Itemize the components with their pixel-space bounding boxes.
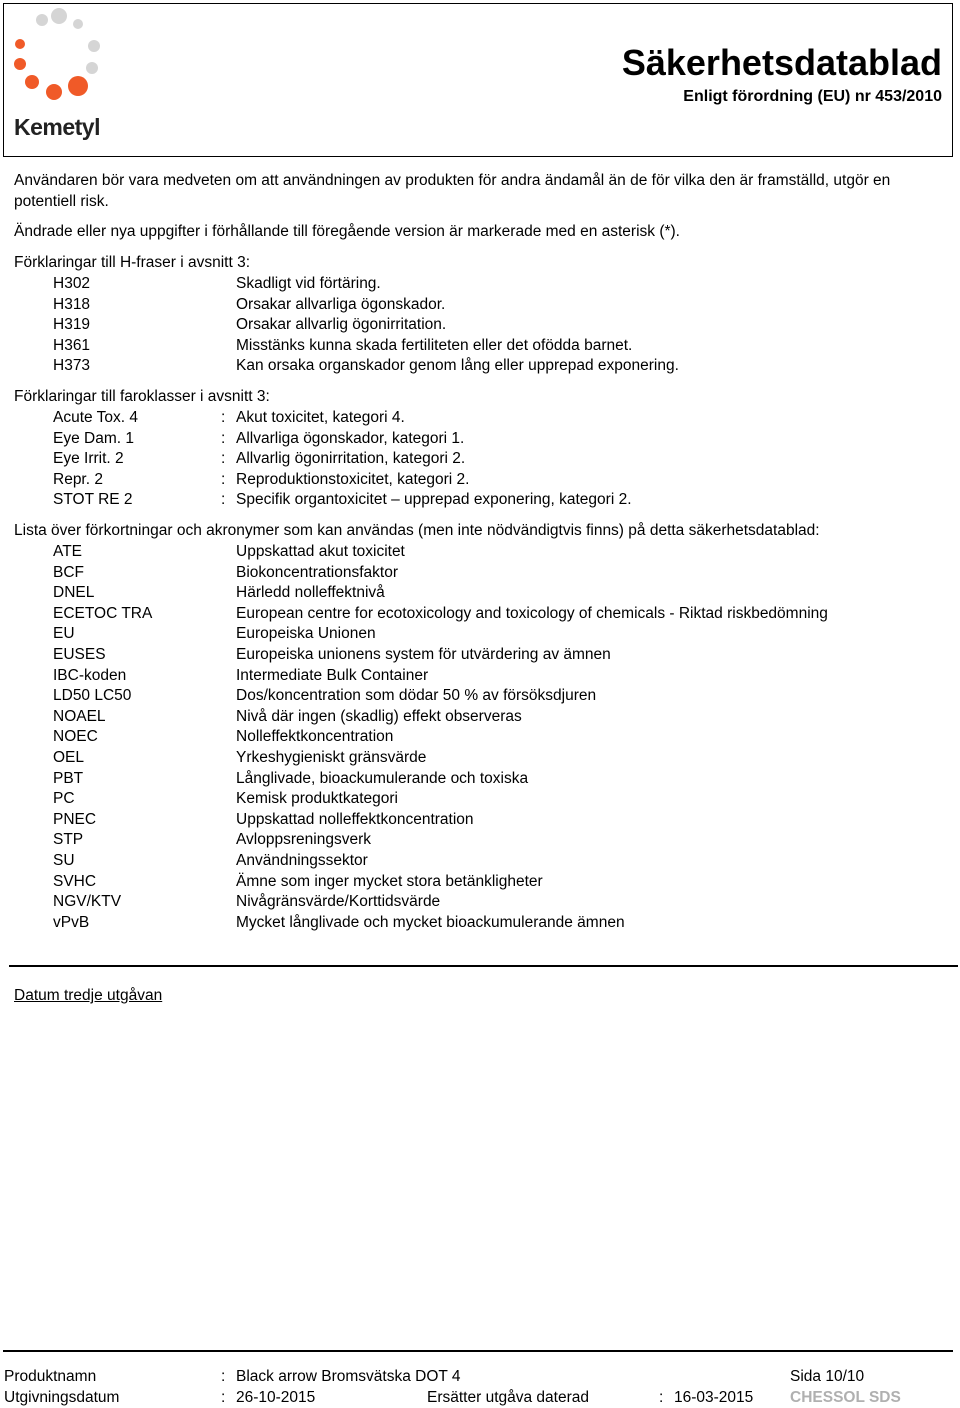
abbreviation-description: Nolleffektkoncentration xyxy=(236,728,394,746)
abbreviation-description: Uppskattad nolleffektkoncentration xyxy=(236,810,474,828)
logo-text: Kemetyl xyxy=(14,114,100,140)
hazard-classes-heading: Förklaringar till faroklasser i avsnitt 3: xyxy=(14,388,270,405)
abbreviation-description: Avloppsreningsverk xyxy=(236,831,371,849)
abbreviation-code: LD50 LC50 xyxy=(53,687,132,705)
abbreviation-code: IBC-koden xyxy=(53,666,127,684)
section-divider xyxy=(9,965,958,967)
logo-dot xyxy=(36,14,48,26)
abbreviation-description: Härledd nolleffektnivå xyxy=(236,584,385,602)
abbreviation-description: Europeiska unionens system för utvärdering av ämnen xyxy=(236,646,611,663)
abbreviation-code: EUSES xyxy=(53,646,106,663)
h-phrases-heading: Förklaringar till H-fraser i avsnitt 3: xyxy=(14,254,251,271)
hazard-class-colon: : xyxy=(221,491,226,509)
third-edition-date-link[interactable]: Datum tredje utgåvan xyxy=(14,987,163,1004)
footer-date-label: Utgivningsdatum xyxy=(4,1389,120,1406)
hazard-class-code: Acute Tox. 4 xyxy=(53,409,139,426)
footer-date-colon: : xyxy=(221,1389,226,1406)
abbreviation-code: SU xyxy=(53,852,75,869)
footer-replaces-value: 16-03-2015 xyxy=(674,1389,754,1406)
hazard-class-description: Specifik organtoxicitet – upprepad exponering, kategori 2. xyxy=(236,491,632,509)
abbreviation-code: vPvB xyxy=(53,913,90,931)
footer-page-number: Sida 10/10 xyxy=(790,1368,865,1385)
h-phrase-code: H302 xyxy=(53,275,91,292)
logo-dot xyxy=(14,58,26,70)
logo-dot xyxy=(25,75,39,89)
hazard-class-code: Eye Dam. 1 xyxy=(53,429,134,447)
abbreviation-code: DNEL xyxy=(53,584,95,602)
hazard-class-description: Reproduktionstoxicitet, kategori 2. xyxy=(236,470,470,488)
footer-system-name: CHESSOL SDS xyxy=(790,1389,901,1406)
intro-asterisk-text: Ändrade eller nya uppgifter i förhållande till föregående version är markerade med en asterisk (*). xyxy=(14,223,680,240)
logo-dot xyxy=(15,39,25,49)
hazard-class-colon: : xyxy=(221,429,226,447)
abbreviation-code: SVHC xyxy=(53,872,97,890)
abbreviation-description: Nivågränsvärde/Korttidsvärde xyxy=(236,893,441,911)
abbreviation-code: NGV/KTV xyxy=(53,893,122,911)
footer-replaces-label: Ersätter utgåva daterad xyxy=(427,1389,589,1406)
h-phrase-description: Orsakar allvarlig ögonirritation. xyxy=(236,316,447,334)
hazard-class-code: Repr. 2 xyxy=(53,470,103,488)
footer-replaces-colon: : xyxy=(659,1389,664,1406)
footer-date-value: 26-10-2015 xyxy=(236,1389,316,1406)
abbreviation-description: Långlivade, bioackumulerande och toxiska xyxy=(236,769,529,787)
logo-dot xyxy=(68,76,88,96)
hazard-class-code: STOT RE 2 xyxy=(53,491,133,509)
logo-dot xyxy=(51,8,67,24)
abbreviation-description: Ämne som inger mycket stora betänkligheter xyxy=(236,872,543,890)
abbreviation-code: PBT xyxy=(53,769,84,787)
abbreviation-code: PNEC xyxy=(53,810,97,828)
abbreviation-code: BCF xyxy=(53,563,84,581)
h-phrase-code: H373 xyxy=(53,357,91,375)
footer-product-colon: : xyxy=(221,1368,226,1385)
abbreviation-code: OEL xyxy=(53,749,85,766)
abbreviation-description: Intermediate Bulk Container xyxy=(236,666,429,684)
abbreviation-code: ATE xyxy=(53,543,82,560)
h-phrase-code: H318 xyxy=(53,295,91,313)
abbreviation-description: Nivå där ingen (skadlig) effekt observeras xyxy=(236,707,522,725)
abbreviation-description: Uppskattad akut toxicitet xyxy=(236,543,405,560)
footer-product-value: Black arrow Bromsvätska DOT 4 xyxy=(236,1368,461,1385)
abbreviation-code: PC xyxy=(53,790,75,808)
logo-dot xyxy=(46,84,62,100)
abbreviation-description: Dos/koncentration som dödar 50 % av försöksdjuren xyxy=(236,687,597,705)
abbreviation-code: NOAEL xyxy=(53,707,106,725)
hazard-class-code: Eye Irrit. 2 xyxy=(53,450,124,468)
h-phrase-description: Skadligt vid förtäring. xyxy=(236,275,381,292)
hazard-class-description: Akut toxicitet, kategori 4. xyxy=(236,409,405,426)
document-header xyxy=(3,3,953,157)
h-phrase-description: Misstänks kunna skada fertiliteten eller det ofödda barnet. xyxy=(236,336,633,354)
h-phrase-description: Orsakar allvarliga ögonskador. xyxy=(236,295,446,313)
h-phrase-description: Kan orsaka organskador genom lång eller upprepad exponering. xyxy=(236,357,679,375)
footer-divider xyxy=(3,1350,953,1352)
hazard-class-description: Allvarliga ögonskador, kategori 1. xyxy=(236,429,465,447)
abbreviation-description: Mycket långlivade och mycket bioackumulerande ämnen xyxy=(236,913,625,931)
abbreviations-heading: Lista över förkortningar och akronymer som kan användas (men inte nödvändigtvis finns) på detta säkerhetsdatablad: xyxy=(14,522,820,539)
abbreviation-description: Yrkeshygieniskt gränsvärde xyxy=(236,749,427,766)
intro-risk-text: Användaren bör vara medveten om att användningen av produkten för andra ändamål än de för vilka den är framställd, utgör en potentiell risk. xyxy=(14,172,891,210)
abbreviation-description: Användningssektor xyxy=(236,852,368,869)
hazard-class-description: Allvarlig ögonirritation, kategori 2. xyxy=(236,450,466,468)
h-phrase-code: H361 xyxy=(53,336,91,354)
document-title: Säkerhetsdatablad xyxy=(621,42,942,83)
document-subtitle: Enligt förordning (EU) nr 453/2010 xyxy=(683,88,942,105)
abbreviation-code: ECETOC TRA xyxy=(53,604,153,622)
footer-product-label: Produktnamn xyxy=(4,1368,97,1385)
abbreviation-code: NOEC xyxy=(53,728,98,746)
hazard-class-colon: : xyxy=(221,409,226,426)
hazard-class-colon: : xyxy=(221,470,226,488)
logo-dot xyxy=(88,40,100,52)
hazard-class-colon: : xyxy=(221,450,226,468)
logo-dot xyxy=(73,19,83,29)
abbreviation-description: Biokoncentrationsfaktor xyxy=(236,563,398,581)
h-phrase-code: H319 xyxy=(53,316,91,334)
abbreviation-description: Kemisk produktkategori xyxy=(236,790,398,808)
logo-dot xyxy=(86,62,98,74)
abbreviation-code: EU xyxy=(53,625,75,643)
abbreviation-description: European centre for ecotoxicology and toxicology of chemicals - Riktad riskbedömning xyxy=(236,604,828,622)
kemetyl-logo-icon xyxy=(12,8,112,108)
abbreviation-code: STP xyxy=(53,831,84,849)
abbreviation-description: Europeiska Unionen xyxy=(236,625,376,643)
